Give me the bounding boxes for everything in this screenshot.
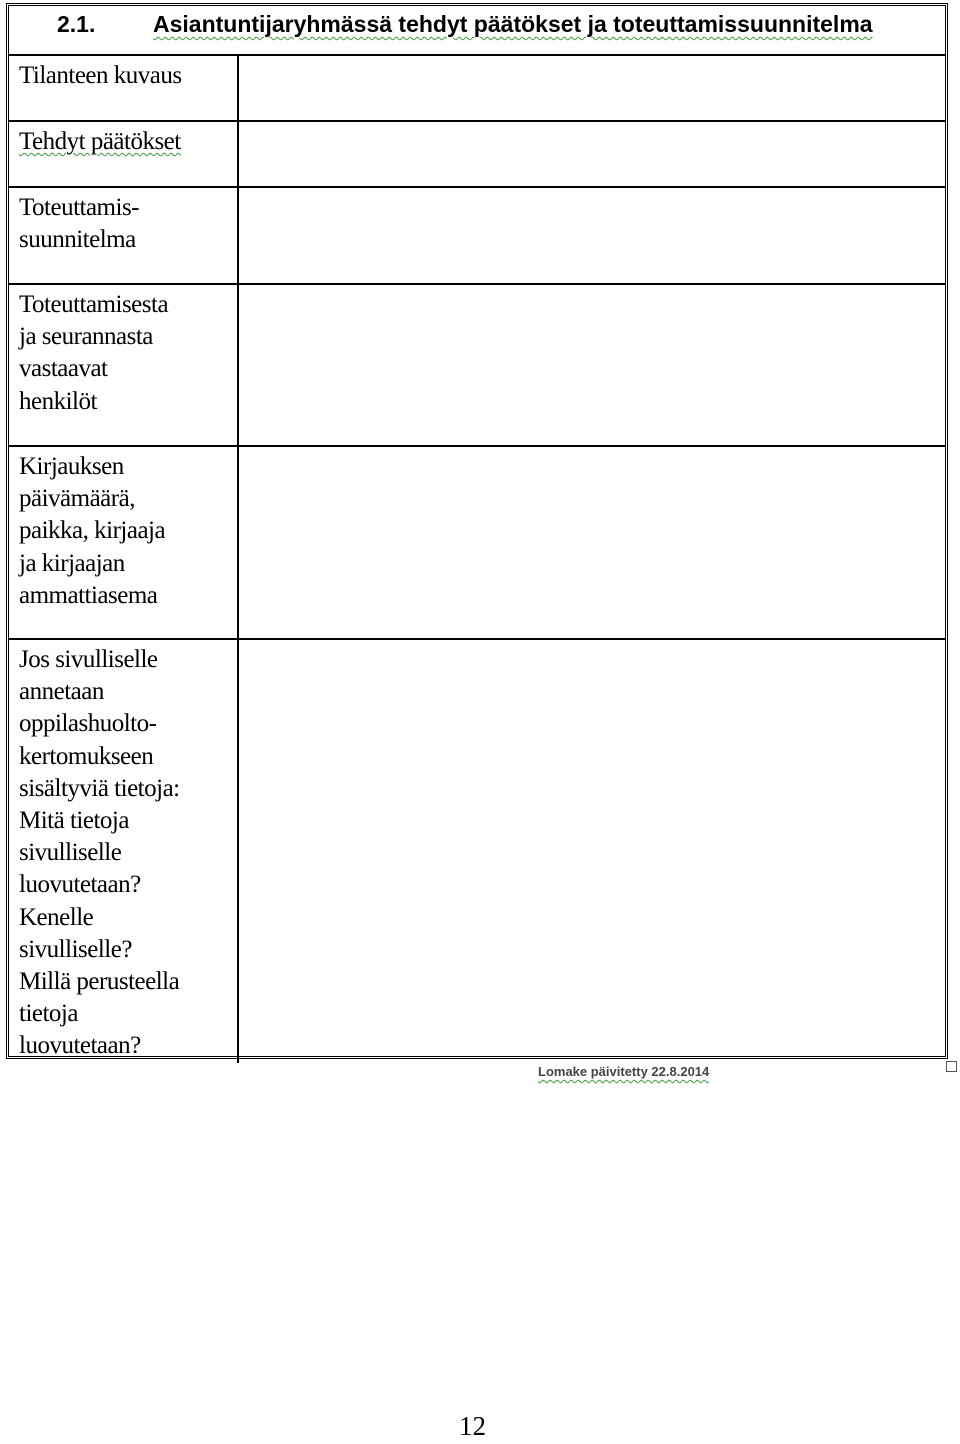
label-line: Toteuttamisesta (19, 291, 169, 318)
value-field-responsible-persons[interactable] (238, 284, 945, 446)
label-line: Kenelle (19, 903, 94, 931)
form-updated-note: Lomake päivitetty 22.8.2014 (538, 1064, 710, 1079)
row-label-decisions (9, 121, 238, 187)
table-row (9, 187, 945, 284)
table-row (9, 284, 945, 446)
section-header (9, 6, 945, 54)
label-line: ammattiasema (19, 581, 158, 609)
label-line: Millä perusteella (19, 968, 180, 996)
section-number: 2.1. (57, 11, 96, 37)
label-line: Mitä tietoja (19, 807, 129, 835)
table-row (9, 121, 945, 187)
value-field-entry-details[interactable] (238, 446, 945, 639)
label-line: sivulliselle? (19, 935, 132, 963)
label-line: paikka, kirjaaja (19, 517, 166, 545)
label-line: kertomukseen (19, 742, 154, 770)
label-line: päivämäärä, (19, 485, 135, 513)
label-line: oppilashuolto- (19, 710, 157, 738)
label-line: annetaan (19, 678, 104, 706)
label-line: Toteuttamis- (19, 194, 140, 221)
form-box (6, 3, 948, 1059)
label-line: Tehdyt päätökset (19, 128, 181, 155)
value-field-implementation-plan[interactable] (238, 187, 945, 284)
label-line: tietoja (19, 1000, 78, 1028)
row-label-implementation-plan (9, 187, 238, 284)
label-line: vastaavat (19, 355, 108, 383)
value-field-disclosure[interactable] (238, 639, 945, 1063)
label-line: ja seurannasta (19, 323, 153, 351)
label-line: Tilanteen kuvaus (19, 62, 182, 89)
resize-handle[interactable] (946, 1061, 957, 1072)
row-label-responsible-persons (9, 284, 238, 446)
label-line: sivulliselle (19, 839, 122, 867)
label-line: henkilöt (19, 387, 97, 415)
label-line: luovutetaan? (19, 1032, 141, 1060)
table-row (9, 639, 945, 1063)
row-label-disclosure (9, 639, 238, 1063)
label-line: luovutetaan? (19, 871, 141, 899)
table-row (9, 55, 945, 121)
value-field-decisions[interactable] (238, 121, 945, 187)
label-line: ja kirjaajan (19, 549, 125, 577)
form-table (9, 54, 945, 1063)
table-row (9, 446, 945, 639)
label-line: Kirjauksen (19, 453, 124, 480)
value-field-situation[interactable] (238, 55, 945, 121)
label-line: suunnitelma (19, 226, 136, 254)
page-number: 12 (459, 1411, 486, 1441)
label-line: Jos sivulliselle (19, 646, 158, 673)
section-title: Asiantuntijaryhmässä tehdyt päätökset ja toteuttamissuunnitelma (153, 11, 873, 37)
row-label-entry-details (9, 446, 238, 639)
label-line: sisältyviä tietoja: (19, 774, 180, 802)
row-label-situation (9, 55, 238, 121)
